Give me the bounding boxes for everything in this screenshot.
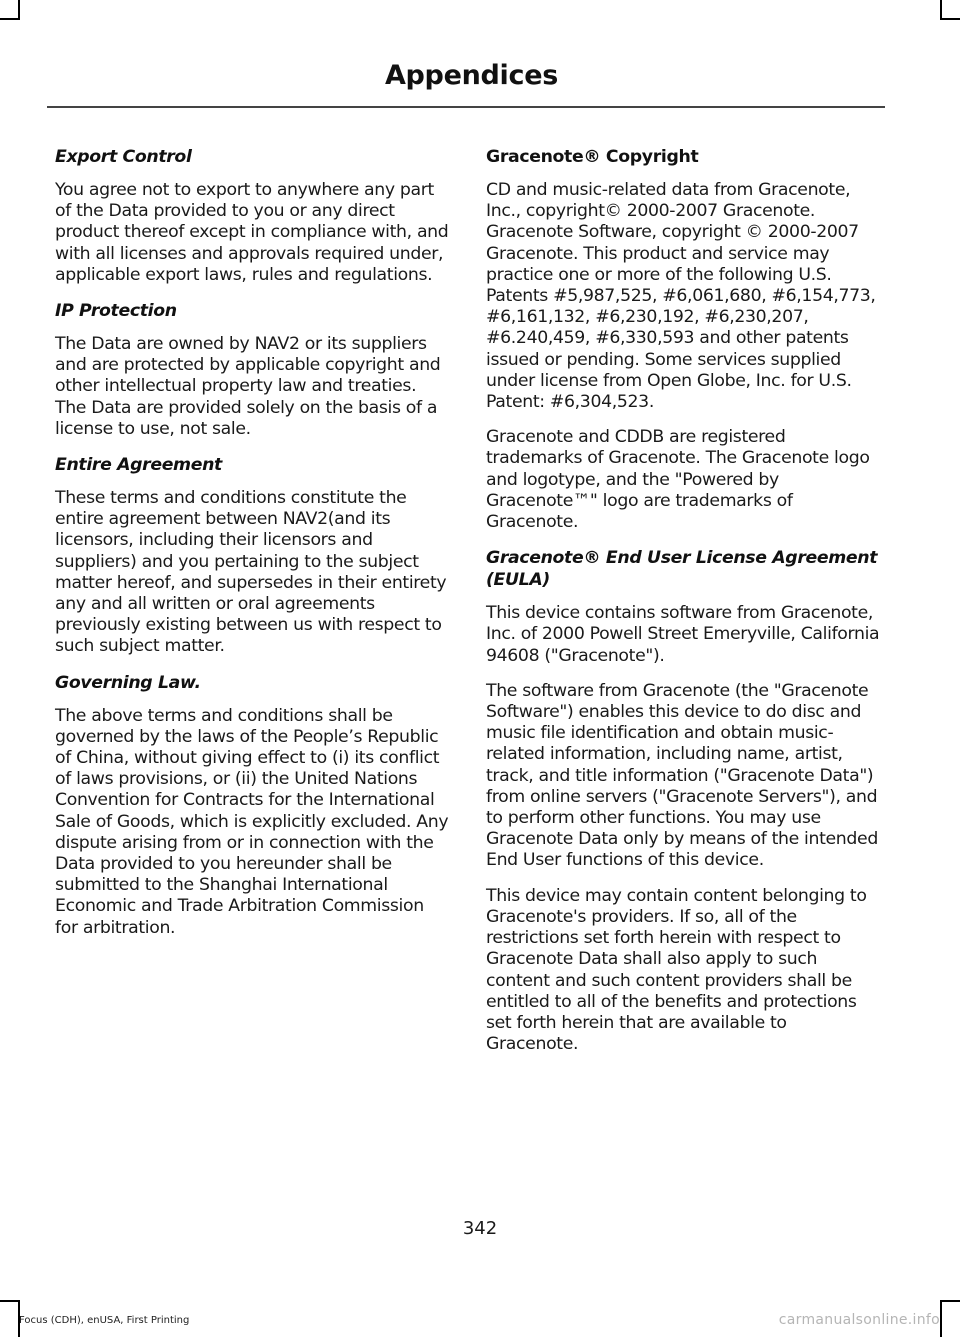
section-heading: Export Control (55, 147, 192, 167)
crop-mark (0, 1300, 20, 1302)
footer-text: Focus (CDH), enUSA, First Printing (19, 1315, 190, 1326)
section-entire-agreement (55, 454, 451, 658)
section-ip-protection (55, 300, 451, 440)
section-paragraph: This device may contain content belonging to Gracenote's providers. If so, all of the restrictions set forth herein with respect to Gracenote Data shall also apply to such content and such content providers shall be entitled to all of the benefits and protections set forth herein that are available to Gracenote. (486, 885, 867, 1055)
section-heading: Gracenote® End User License Agreement (EULA) (486, 548, 878, 591)
watermark: carmanualsonline.info (778, 1312, 940, 1328)
crop-mark (940, 1300, 942, 1337)
left-column (55, 146, 451, 953)
section-paragraph: The software from Gracenote (the "Gracenote Software") enables this device to do disc and music file identification and obtain music-related information, including name, artist, track, and title information ("Gracenote Data") from online servers ("Gracenote Servers"), and to perform other functions. You may use Gracenote Data only by means of the intended End User functions of this device. (486, 680, 878, 871)
section-heading: IP Protection (55, 301, 177, 322)
section-export-control (55, 146, 451, 286)
section-paragraph: The above terms and conditions shall be governed by the laws of the People’s Republic of China, without giving effect to (i) its conflict of laws provisions, or (ii) the United Nations Convention for Contracts for the International Sale of Goods, which is explicitly excluded. Any dispute arising from or in connection with the Data provided to you hereunder shall be submitted to the Shanghai International Economic and Trade Arbitration Commission for arbitration. (55, 705, 449, 938)
right-column (486, 146, 882, 1069)
section-governing-law (55, 672, 451, 939)
section-heading: Governing Law. (55, 672, 201, 693)
page-number: 342 (462, 1218, 498, 1239)
header-divider (47, 106, 885, 108)
page-title: Appendices (384, 60, 558, 91)
section-paragraph: Gracenote and CDDB are registered trademarks of Gracenote. The Gracenote logo and logotype, and the "Powered by Gracenote™" logo are trademarks of Gracenote. (486, 427, 870, 533)
section-gracenote-eula (486, 547, 882, 1055)
crop-mark (940, 1300, 960, 1302)
section-paragraph: These terms and conditions constitute the entire agreement between NAV2(and its licensors, including their licensors and suppliers) and you pertaining to the subject matter hereof, and supersedes in their entirety any and all written or oral agreements previously existing between us with respect to such subject matter. (55, 488, 447, 657)
section-heading: Entire Agreement (55, 455, 222, 476)
section-heading: Gracenote® Copyright (486, 147, 699, 167)
section-paragraph: You agree not to export to anywhere any part of the Data provided to you or any direct product thereof except in compliance with, and with all licenses and approvals required under, applicable export laws, rules and regulations. (55, 180, 449, 285)
crop-mark (18, 0, 20, 20)
section-paragraph: The Data are owned by NAV2 or its suppliers and are protected by applicable copyright and other intellectual property law and treaties. The Data are provided solely on the basis of a license to use, not sale. (55, 334, 441, 439)
section-gracenote-copyright (486, 146, 882, 533)
crop-mark (940, 18, 960, 20)
crop-mark (940, 0, 942, 20)
crop-mark (0, 18, 20, 20)
section-paragraph: CD and music-related data from Gracenote, Inc., copyright© 2000-2007 Gracenote. Gracenote Software, copyright © 2000-2007 Gracenote. This product and service may practice one or more of the following U.S. Patents #5,987,525, #6,061,680, #6,154,773, #6,161,132, #6,230,192, #6,230,207, #6.240,459, #6,330,593 and other patents issued or pending. Some services supplied under license from Open Globe, Inc. for U.S. Patent: #6,304,523. (486, 180, 876, 413)
section-paragraph: This device contains software from Gracenote, Inc. of 2000 Powell Street Emeryville, California 94608 ("Gracenote"). (486, 603, 880, 666)
